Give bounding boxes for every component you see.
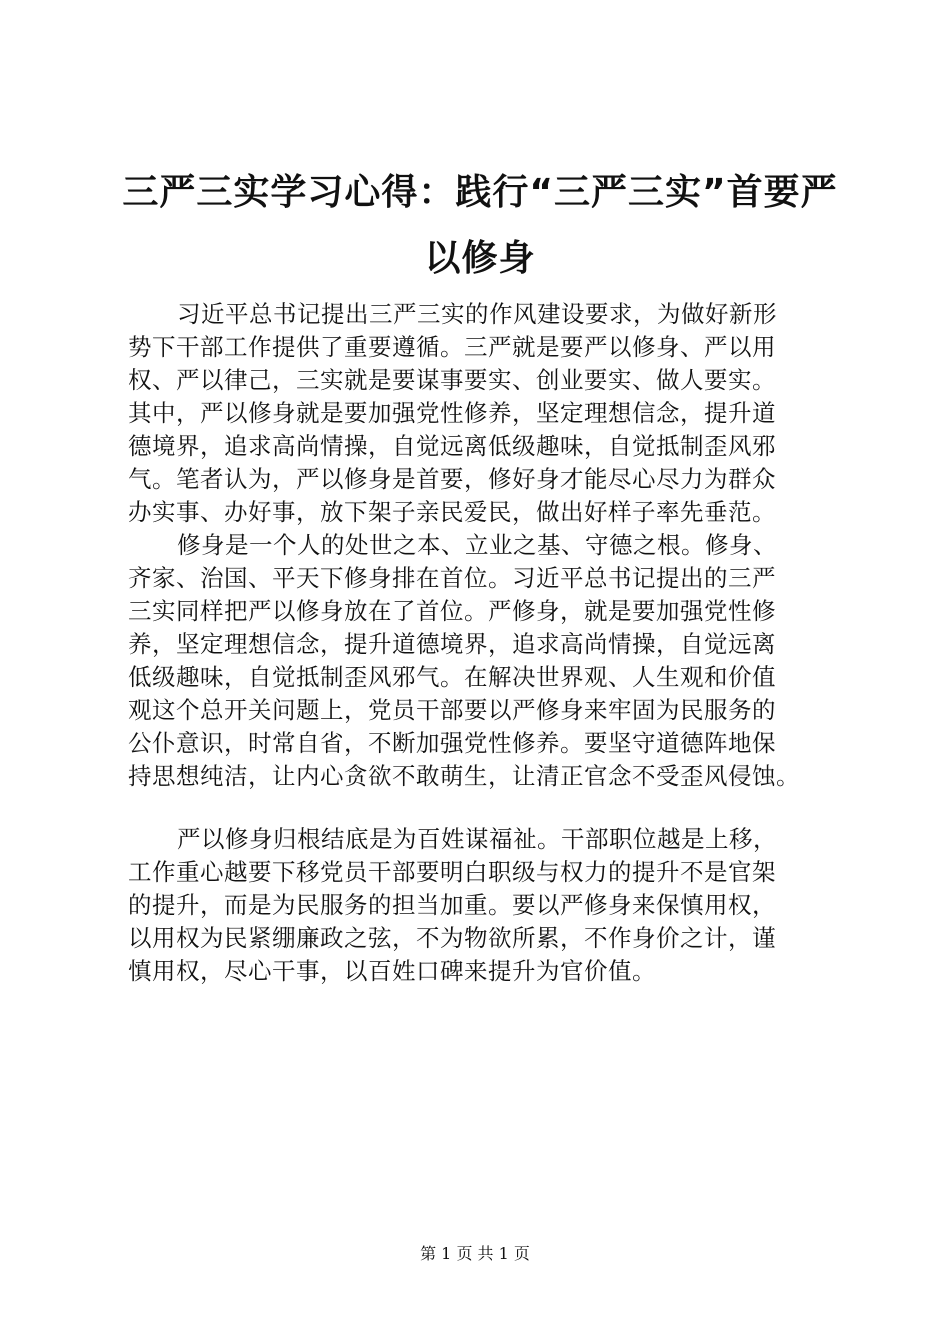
paragraph-line: 低级趣味，自觉抵制歪风邪气。在解决世界观、人生观和价值 (128, 663, 776, 691)
title-line-1: 三严三实学习心得：践行“三严三实”首要严 (122, 172, 838, 213)
paragraph-line: 慎用权，尽心干事，以百姓口碑来提升为官价值。 (128, 957, 656, 985)
paragraph-line: 的提升，而是为民服务的担当加重。要以严修身来保慎用权， (128, 891, 776, 919)
paragraph-line: 三实同样把严以修身放在了首位。严修身，就是要加强党性修 (128, 597, 776, 625)
paragraph-line: 德境界，追求高尚情操，自觉远离低级趣味，自觉抵制歪风邪 (128, 432, 776, 460)
paragraph-line: 严以修身归根结底是为百姓谋福祉。干部职位越是上移， (177, 825, 777, 853)
paragraph-spacer (128, 793, 848, 823)
paragraph-line: 观这个总开关问题上，党员干部要以严修身来牢固为民服务的 (128, 696, 776, 724)
title-line-2: 以修身 (424, 238, 536, 279)
paragraph-line: 工作重心越要下移党员干部要明白职级与权力的提升不是官架 (128, 858, 776, 886)
paragraph-line: 权、严以律己，三实就是要谋事要实、创业要实、做人要实。 (128, 366, 776, 394)
paragraph-3 (128, 823, 848, 988)
paragraph-line: 公仆意识，时常自省，不断加强党性修养。要坚守道德阵地保 (128, 729, 776, 757)
paragraph-line: 习近平总书记提出三严三实的作风建设要求，为做好新形 (177, 300, 777, 328)
document-body (128, 298, 848, 988)
paragraph-line: 气。笔者认为，严以修身是首要，修好身才能尽心尽力为群众 (128, 465, 776, 493)
paragraph-line: 养，坚定理想信念，提升道德境界，追求高尚情操，自觉远离 (128, 630, 776, 658)
paragraph-line: 其中，严以修身就是要加强党性修养，坚定理想信念，提升道 (128, 399, 776, 427)
paragraph-line: 齐家、治国、平天下修身排在首位。习近平总书记提出的三严 (128, 564, 776, 592)
paragraph-line: 以用权为民紧绷廉政之弦，不为物欲所累，不作身价之计，谨 (128, 924, 776, 952)
paragraph-line: 势下干部工作提供了重要遵循。三严就是要严以修身、严以用 (128, 333, 776, 361)
paragraph-2 (128, 529, 848, 793)
paragraph-line: 持思想纯洁，让内心贪欲不敢萌生，让清正官念不受歪风侵蚀。 (128, 762, 800, 790)
page-footer: 第 1 页 共 1 页 (420, 1244, 530, 1263)
paragraph-1 (128, 298, 848, 529)
page-title (100, 160, 860, 292)
paragraph-line: 修身是一个人的处世之本、立业之基、守德之根。修身、 (177, 531, 777, 559)
paragraph-line: 办实事、办好事，放下架子亲民爱民，做出好样子率先垂范。 (128, 498, 776, 526)
